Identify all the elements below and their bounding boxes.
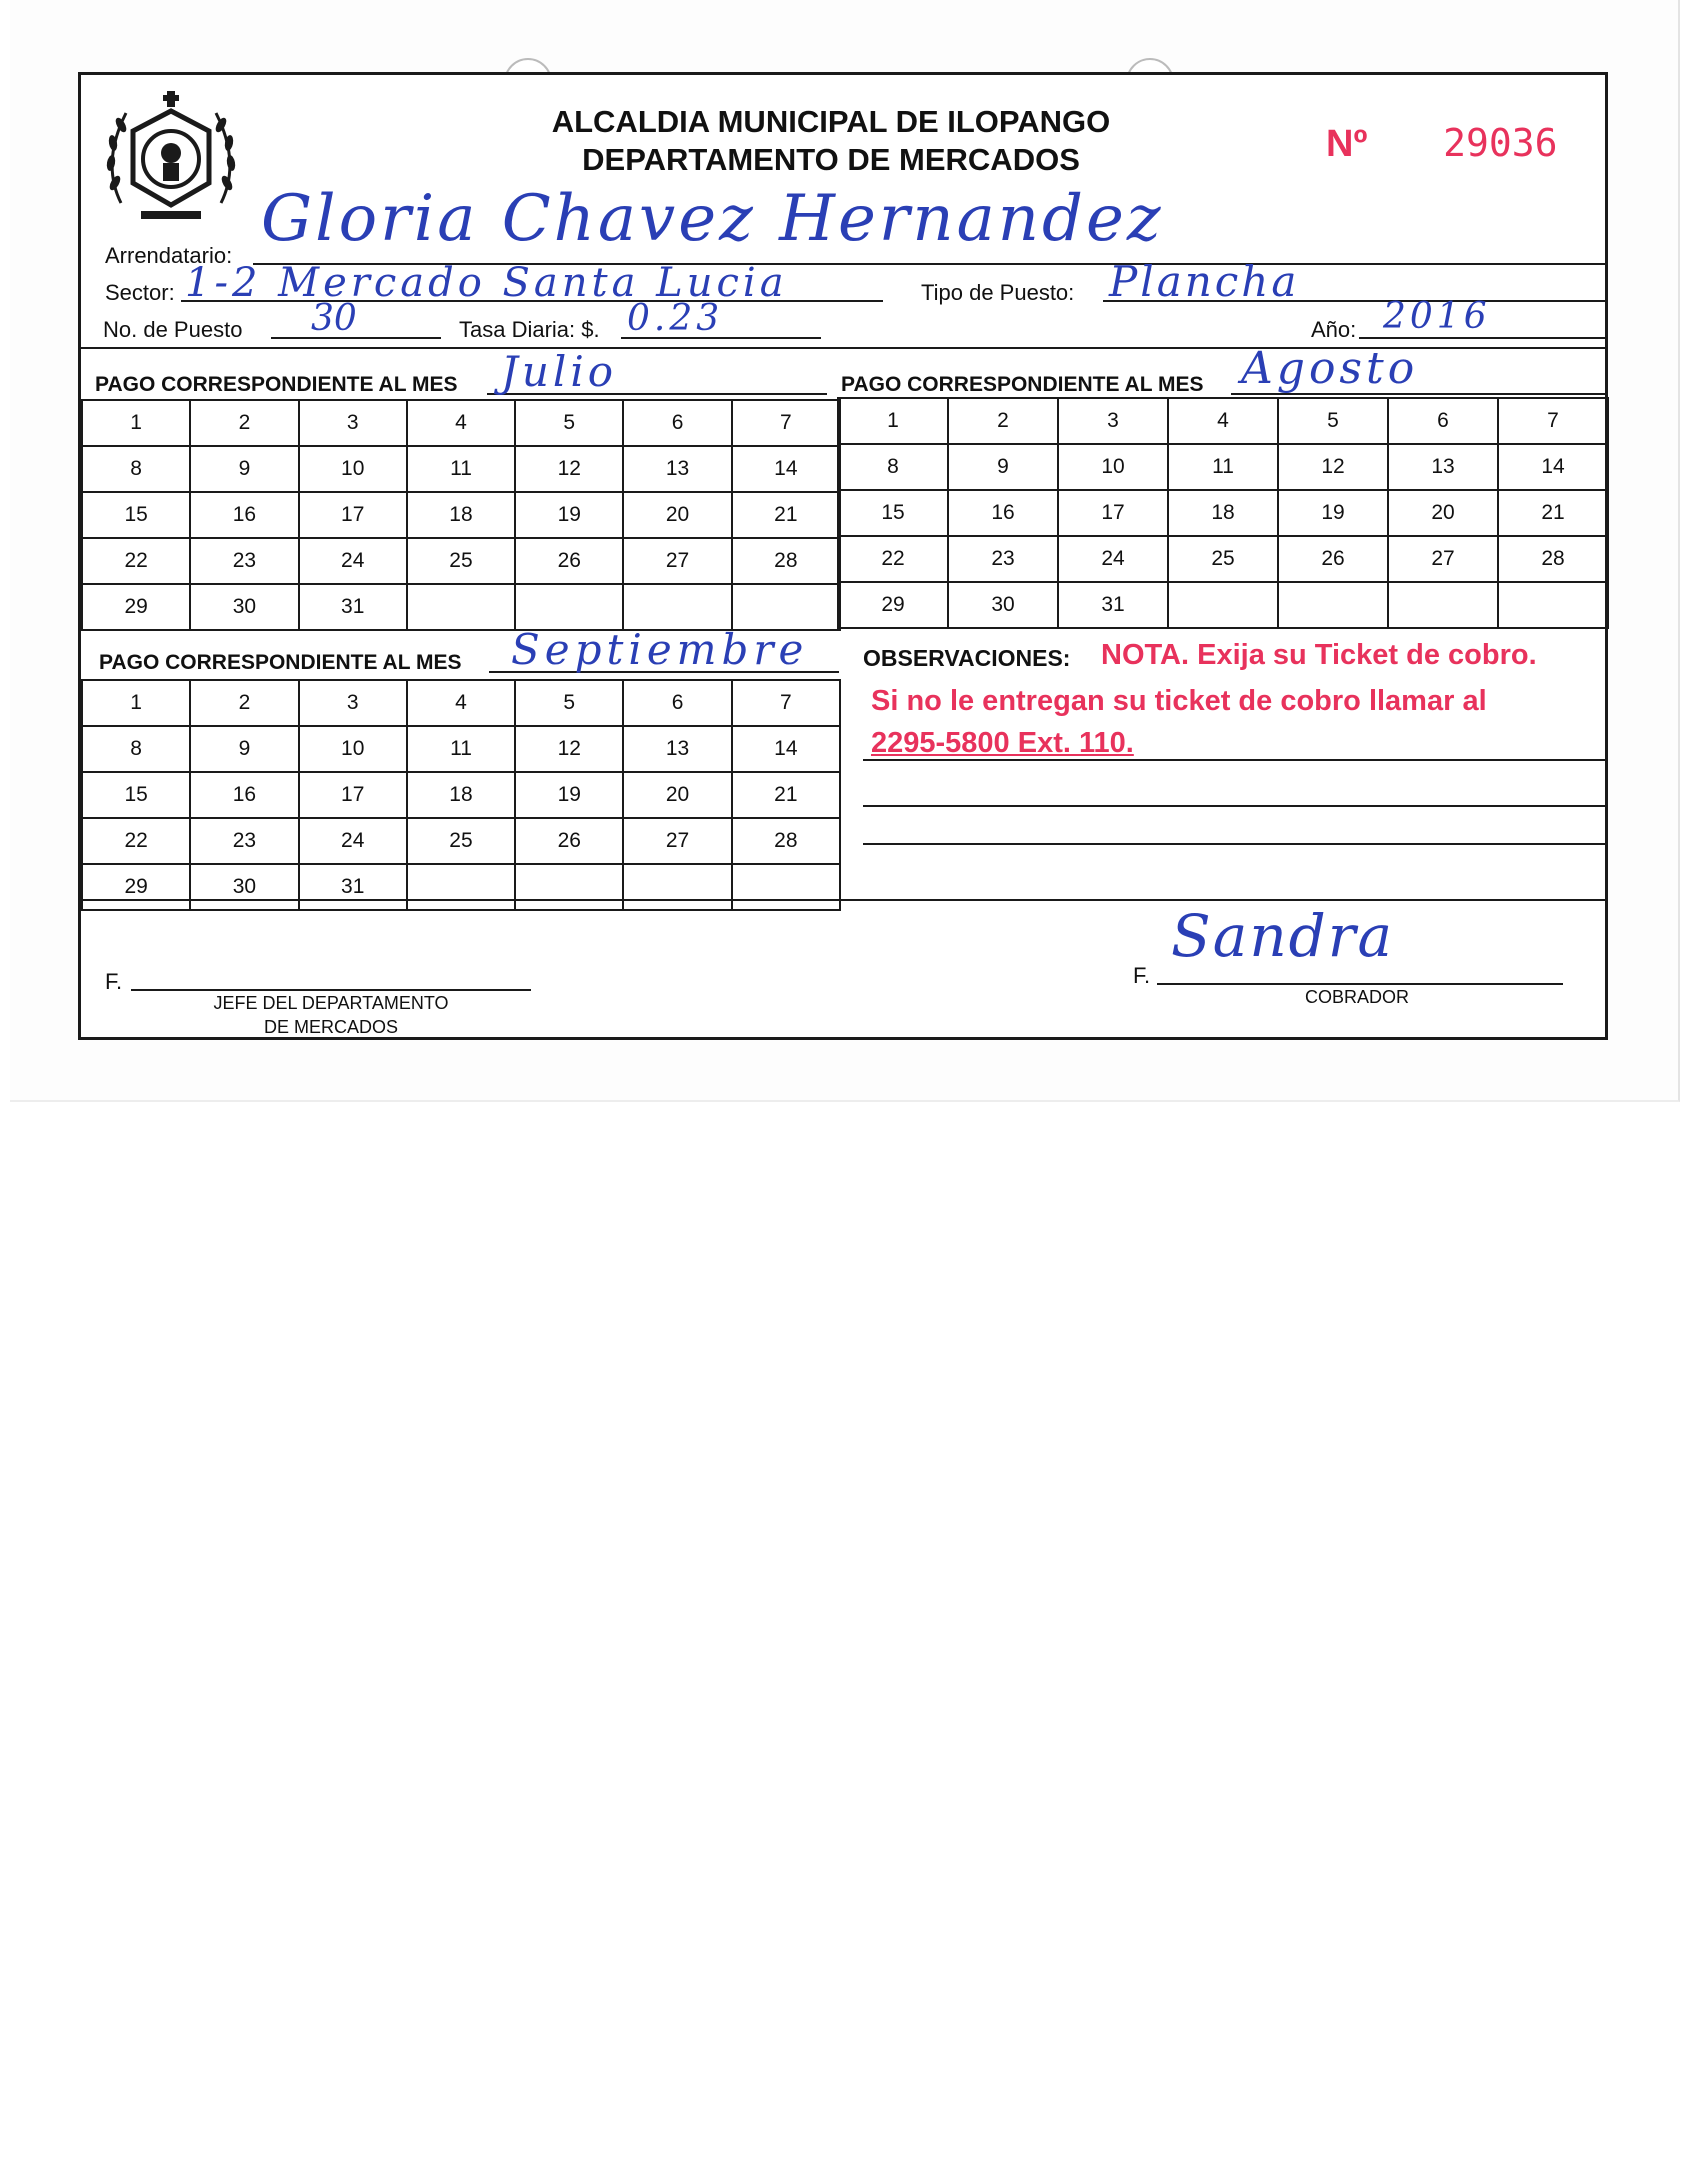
day-cell: 12 — [1278, 444, 1388, 490]
day-cell: 3 — [299, 680, 407, 726]
jefe-caption-line1: JEFE DEL DEPARTAMENTO — [213, 993, 449, 1013]
day-cell: 26 — [1278, 536, 1388, 582]
day-cell: 6 — [623, 680, 731, 726]
grid-row — [82, 400, 840, 446]
signature-divider — [81, 899, 1607, 901]
day-cell: 21 — [732, 492, 840, 538]
day-cell: 30 — [190, 864, 298, 910]
month-label-julio: PAGO CORRESPONDIENTE AL MES — [95, 373, 458, 396]
grid-row — [82, 446, 840, 492]
arrendatario-label: Arrendatario: — [105, 243, 233, 268]
serial-value: 29036 — [1443, 121, 1558, 165]
day-cell: 31 — [299, 584, 407, 630]
day-cell — [732, 584, 840, 630]
month-value-agosto: Agosto — [1241, 343, 1419, 394]
grid-row — [82, 680, 840, 726]
month-value-julio: Julio — [501, 347, 618, 396]
day-cell: 29 — [82, 864, 190, 910]
day-cell: 7 — [732, 400, 840, 446]
day-cell: 11 — [407, 726, 515, 772]
day-cell: 10 — [299, 446, 407, 492]
nota-line1: NOTA. Exija su Ticket de cobro. — [1101, 639, 1537, 671]
month-value-septiembre: Septiembre — [511, 625, 809, 674]
grid-row — [838, 582, 1608, 628]
sector-label: Sector: — [105, 280, 175, 305]
observaciones-line — [863, 805, 1607, 807]
day-cell: 18 — [407, 772, 515, 818]
day-cell: 17 — [299, 772, 407, 818]
f-prefix-cobrador: F. — [1133, 963, 1151, 988]
day-cell: 13 — [623, 726, 731, 772]
cobrador-caption: COBRADOR — [1304, 987, 1409, 1007]
day-cell: 9 — [190, 726, 298, 772]
day-cell: 12 — [515, 446, 623, 492]
grid-row — [82, 492, 840, 538]
day-cell: 2 — [190, 680, 298, 726]
day-cell: 1 — [82, 400, 190, 446]
day-cell: 27 — [623, 538, 731, 584]
day-cell: 29 — [838, 582, 948, 628]
day-cell — [515, 584, 623, 630]
day-cell: 12 — [515, 726, 623, 772]
day-cell: 13 — [1388, 444, 1498, 490]
day-cell: 20 — [1388, 490, 1498, 536]
grid-row — [82, 538, 840, 584]
observaciones-line — [863, 843, 1607, 845]
municipal-seal-icon — [91, 83, 251, 233]
day-cell: 7 — [1498, 398, 1608, 444]
day-cell: 25 — [407, 538, 515, 584]
day-cell: 17 — [1058, 490, 1168, 536]
day-cell: 1 — [82, 680, 190, 726]
day-cell — [515, 864, 623, 910]
day-cell: 16 — [190, 772, 298, 818]
puesto-value: 30 — [311, 298, 357, 339]
month-label-agosto: PAGO CORRESPONDIENTE AL MES — [841, 373, 1204, 396]
day-cell: 30 — [190, 584, 298, 630]
observaciones-line — [863, 759, 1607, 761]
day-cell: 2 — [190, 400, 298, 446]
days-grid-agosto — [837, 397, 1609, 629]
day-cell: 4 — [1168, 398, 1278, 444]
day-cell: 16 — [190, 492, 298, 538]
day-cell: 8 — [82, 446, 190, 492]
jefe-caption-line2: DE MERCADOS — [263, 1017, 398, 1037]
day-cell: 1 — [838, 398, 948, 444]
day-cell: 23 — [948, 536, 1058, 582]
anio-underline — [1359, 337, 1605, 339]
day-cell: 26 — [515, 538, 623, 584]
day-cell — [623, 584, 731, 630]
day-cell: 2 — [948, 398, 1058, 444]
day-cell: 6 — [623, 400, 731, 446]
serial-number — [1326, 121, 1558, 166]
day-cell: 22 — [82, 818, 190, 864]
day-cell — [732, 864, 840, 910]
day-cell: 15 — [838, 490, 948, 536]
header-title-line2: DEPARTAMENTO DE MERCADOS — [582, 142, 1080, 177]
grid-row — [838, 536, 1608, 582]
day-cell — [1388, 582, 1498, 628]
day-cell: 3 — [1058, 398, 1168, 444]
header-title-line1: ALCALDIA MUNICIPAL DE ILOPANGO — [551, 104, 1111, 139]
grid-row — [838, 490, 1608, 536]
grid-row — [838, 444, 1608, 490]
tipo-puesto-label: Tipo de Puesto: — [921, 280, 1075, 305]
day-cell: 26 — [515, 818, 623, 864]
day-cell — [407, 864, 515, 910]
anio-label: Año: — [1311, 317, 1357, 342]
day-cell: 14 — [1498, 444, 1608, 490]
day-cell: 9 — [948, 444, 1058, 490]
day-cell: 5 — [1278, 398, 1388, 444]
day-cell: 11 — [1168, 444, 1278, 490]
grid-row — [82, 864, 840, 910]
grid-row — [82, 772, 840, 818]
grid-row — [82, 726, 840, 772]
day-cell: 22 — [82, 538, 190, 584]
days-grid-septiembre — [81, 679, 841, 911]
day-cell — [623, 864, 731, 910]
day-cell: 28 — [732, 818, 840, 864]
day-cell: 5 — [515, 680, 623, 726]
cobrador-signature: Sandra — [1171, 902, 1395, 970]
day-cell: 5 — [515, 400, 623, 446]
day-cell — [1168, 582, 1278, 628]
tasa-label: Tasa Diaria: $. — [459, 317, 600, 342]
day-cell: 21 — [1498, 490, 1608, 536]
day-cell: 28 — [1498, 536, 1608, 582]
day-cell: 8 — [82, 726, 190, 772]
days-grid-julio — [81, 399, 841, 631]
day-cell: 14 — [732, 446, 840, 492]
day-cell — [1498, 582, 1608, 628]
day-cell: 3 — [299, 400, 407, 446]
day-cell: 24 — [299, 818, 407, 864]
tasa-value: 0.23 — [627, 298, 724, 339]
anio-value: 2016 — [1383, 296, 1491, 337]
day-cell — [1278, 582, 1388, 628]
day-cell: 19 — [515, 492, 623, 538]
arrendatario-value: Gloria Chavez Hernandez — [261, 182, 1164, 256]
day-cell: 9 — [190, 446, 298, 492]
day-cell: 4 — [407, 680, 515, 726]
jefe-caption — [181, 991, 481, 1039]
serial-prefix: Nº — [1326, 123, 1368, 165]
day-cell: 25 — [407, 818, 515, 864]
day-cell: 20 — [623, 772, 731, 818]
grid-row — [82, 584, 840, 630]
day-cell: 19 — [515, 772, 623, 818]
rental-payment-card — [78, 72, 1608, 1040]
day-cell: 18 — [407, 492, 515, 538]
day-cell: 14 — [732, 726, 840, 772]
day-cell: 18 — [1168, 490, 1278, 536]
nota-line2: Si no le entregan su ticket de cobro llamar al — [871, 685, 1487, 717]
day-cell: 27 — [623, 818, 731, 864]
day-cell: 22 — [838, 536, 948, 582]
grid-row — [82, 818, 840, 864]
day-cell: 6 — [1388, 398, 1498, 444]
day-cell — [407, 584, 515, 630]
day-cell: 16 — [948, 490, 1058, 536]
day-cell: 10 — [1058, 444, 1168, 490]
day-cell: 27 — [1388, 536, 1498, 582]
day-cell: 23 — [190, 538, 298, 584]
day-cell: 21 — [732, 772, 840, 818]
day-cell: 17 — [299, 492, 407, 538]
day-cell: 20 — [623, 492, 731, 538]
day-cell: 15 — [82, 772, 190, 818]
day-cell: 4 — [407, 400, 515, 446]
day-cell: 31 — [1058, 582, 1168, 628]
day-cell: 8 — [838, 444, 948, 490]
f-prefix-jefe: F. — [105, 969, 123, 994]
day-cell: 24 — [1058, 536, 1168, 582]
puesto-label: No. de Puesto — [103, 317, 243, 342]
day-cell: 31 — [299, 864, 407, 910]
day-cell: 24 — [299, 538, 407, 584]
nota-line3: 2295-5800 Ext. 110. — [871, 727, 1134, 759]
month-label-septiembre: PAGO CORRESPONDIENTE AL MES — [99, 651, 462, 674]
grid-row — [838, 398, 1608, 444]
day-cell: 29 — [82, 584, 190, 630]
day-cell: 10 — [299, 726, 407, 772]
day-cell: 28 — [732, 538, 840, 584]
tipo-puesto-value: Plancha — [1109, 257, 1300, 306]
day-cell: 13 — [623, 446, 731, 492]
day-cell: 23 — [190, 818, 298, 864]
day-cell: 25 — [1168, 536, 1278, 582]
observaciones-label: OBSERVACIONES: — [863, 645, 1071, 671]
day-cell: 30 — [948, 582, 1058, 628]
sector-value: 1-2 Mercado Santa Lucia — [185, 260, 788, 306]
day-cell: 19 — [1278, 490, 1388, 536]
day-cell: 11 — [407, 446, 515, 492]
day-cell: 7 — [732, 680, 840, 726]
day-cell: 15 — [82, 492, 190, 538]
